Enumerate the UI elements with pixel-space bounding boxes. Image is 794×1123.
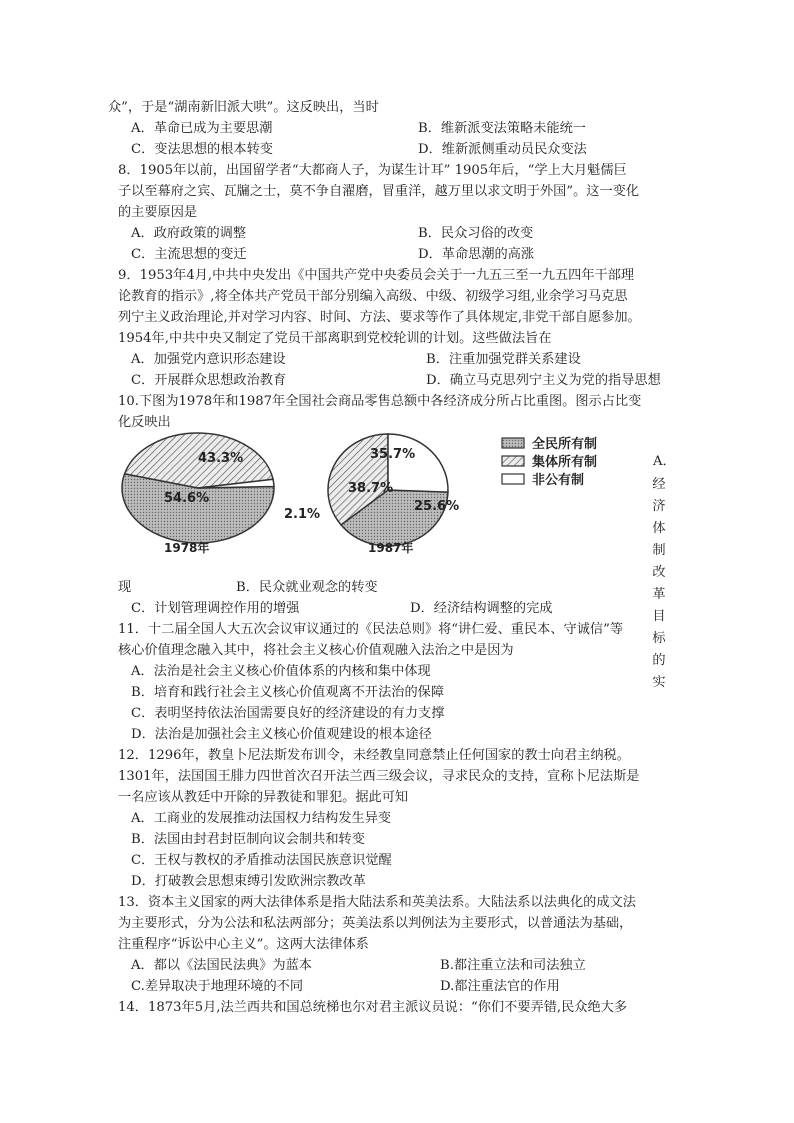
legend-swatch xyxy=(502,438,524,448)
q10-option-a-vertical-text xyxy=(648,474,670,694)
pie-year-label: 1978年 xyxy=(164,541,210,555)
q8-option-b: B．民众习俗的改变 xyxy=(418,226,534,241)
q11-option-a: A．法治是社会主义核心价值体系的内核和集中体现 xyxy=(131,664,431,679)
q10-option-a-char: 革 xyxy=(652,587,666,602)
pie-slice-label: 38.7% xyxy=(348,481,394,496)
q9-stem-3: 列宁主义政治理论,并对学习内容、时间、方法、要求等作了具体规定,非党干部自愿参加。 xyxy=(118,310,641,325)
q10-option-a-char: 制 xyxy=(652,543,666,558)
q7-option-c: C．变法思想的根本转变 xyxy=(131,142,273,157)
q10-option-a-char: 经 xyxy=(652,477,666,492)
legend-swatch xyxy=(502,474,524,484)
q10-option-a-label: A． xyxy=(653,454,676,469)
q10-stem-2: 化反映出 xyxy=(118,415,171,430)
q10-option-a-char: 目 xyxy=(652,609,666,624)
q8-stem-3: 的主要原因是 xyxy=(118,205,198,220)
legend-swatch xyxy=(502,456,524,466)
q10-option-a-char: 体 xyxy=(652,521,666,536)
q9-option-c: C．开展群众思想政治教育 xyxy=(131,373,287,388)
q11-stem-1: 11．十二届全国人大五次会议审议通过的《民法总则》将“讲仁爱、重民本、守诚信”等 xyxy=(118,622,624,637)
q12-option-b: B．法国由封君封臣制向议会制共和转变 xyxy=(131,832,365,847)
q14-stem-1: 14．1873年5月,法兰西共和国总统梯也尔对君主派议员说：“你们不要弄错,民众绝大多 xyxy=(118,1000,628,1015)
q12-stem-2: 1301年，法国国王腓力四世首次召开法兰西三级会议，寻求民众的支持，宣称卜尼法斯是 xyxy=(118,769,640,784)
q10-option-a-char: 标 xyxy=(652,631,666,646)
pie-1987 xyxy=(328,434,459,555)
pie-slice-non-public xyxy=(388,434,448,492)
pie-slice-label: 35.7% xyxy=(370,447,416,462)
q13-option-c: C.差异取决于地理环境的不同 xyxy=(131,979,304,994)
q10-stem-1: 10.下图为1978年和1987年全国社会商品零售总额中各经济成分所占比重图。图示占比变 xyxy=(118,394,642,409)
q12-option-c: C．王权与教权的矛盾推动法国民族意识觉醒 xyxy=(131,853,392,868)
q13-stem-1: 13．资本主义国家的两大法律体系是指大陆法系和英美法系。大陆法系以法典化的成文法 xyxy=(118,895,636,910)
q12-stem-3: 一名应该从教廷中开除的异教徒和罪犯。据此可知 xyxy=(118,790,409,805)
q9-option-d: D．确立马克思列宁主义为党的指导思想 xyxy=(426,373,661,388)
pie-slice-label: 54.6% xyxy=(164,491,210,506)
q7-option-b: B．维新派变法策略未能统一 xyxy=(418,121,586,136)
q11-option-d: D．法治是加强社会主义核心价值观建设的根本途径 xyxy=(131,727,432,742)
q11-stem-2: 核心价值理念融入其中，将社会主义核心价值观融入法治之中是因为 xyxy=(118,643,514,658)
pie-slice-label: 25.6% xyxy=(414,499,460,514)
q10-option-b: B．民众就业观念的转变 xyxy=(236,580,378,595)
chart-legend xyxy=(502,436,597,488)
pie-year-label: 1987年 xyxy=(368,541,414,555)
q8-option-a: A．政府政策的调整 xyxy=(131,226,247,241)
q10-option-a-char: 的 xyxy=(652,653,666,668)
q12-option-d: D．打破教会思想束缚引发欧洲宗教改革 xyxy=(131,874,366,889)
q9-option-b: B．注重加强党群关系建设 xyxy=(426,352,581,367)
q7-option-a: A．革命已成为主要思潮 xyxy=(131,121,273,136)
q10-option-c: C．计划管理调控作用的增强 xyxy=(131,601,300,616)
q13-stem-2: 为主要形式，分为公法和私法两部分；英美法系以判例法为主要形式，以普通法为基础， xyxy=(118,916,633,931)
q8-stem-2: 子以至幕府之宾、瓦牖之士，莫不争自濯磨，冒重洋，越万里以求文明于外国”。这一变化 xyxy=(118,184,640,199)
legend-label: 非公有制 xyxy=(532,473,585,488)
q10-option-a-char: 实 xyxy=(652,675,666,690)
q10-option-a-char: 济 xyxy=(652,499,666,514)
q11-option-b: B．培育和践行社会主义核心价值观离不开法治的保障 xyxy=(131,685,445,700)
q11-option-c: C．表明坚持依法治国需要良好的经济建设的有力支撑 xyxy=(131,706,445,721)
pie-chart xyxy=(118,430,648,560)
q7-option-d: D．维新派侧重动员民众变法 xyxy=(418,142,587,157)
pie-slice-label: 2.1% xyxy=(284,507,321,522)
q13-option-b: B.都注重立法和司法独立 xyxy=(440,958,586,973)
legend-label: 集体所有制 xyxy=(532,455,598,470)
q10-option-a-char: 改 xyxy=(652,565,666,580)
q13-stem-3: 注重程序“诉讼中心主义”。这两大法律体系 xyxy=(118,937,369,952)
q13-option-d: D.都注重法官的作用 xyxy=(440,979,560,994)
q8-stem-1: 8．1905年以前，出国留学者“大都商人子，为谋生计耳” 1905年后，“学上大月魁儒巨 xyxy=(118,163,627,178)
q8-option-c: C．主流思想的变迁 xyxy=(131,247,247,262)
q9-stem-1: 9．1953年4月,中共中央发出《中国共产党中央委员会关于一九五三至一九五四年干部理 xyxy=(118,268,635,283)
pie-slice-label: 43.3% xyxy=(198,451,244,466)
legend-label: 全民所有制 xyxy=(532,437,598,452)
q12-stem-1: 12．1296年，教皇卜尼法斯发布训令，未经教皇同意禁止任何国家的教士向君主纳税。 xyxy=(118,748,630,763)
q9-stem-2: 论教育的指示》,将全体共产党员干部分别编入高级、中级、初级学习组,业余学习马克思 xyxy=(118,289,628,304)
q10-option-d: D．经济结构调整的完成 xyxy=(410,601,553,616)
q13-option-a: A．都以《法国民法典》为蓝本 xyxy=(131,958,312,973)
q12-option-a: A．工商业的发展推动法国权力结构发生异变 xyxy=(131,811,392,826)
q7-stem-tail: 众”，于是“湖南新旧派大哄”。这反映出，当时 xyxy=(108,100,379,115)
q10-option-a-tail: 现 xyxy=(118,580,132,595)
q8-option-d: D．革命思潮的高涨 xyxy=(418,247,535,262)
q9-option-a: A．加强党内意识形态建设 xyxy=(131,352,286,367)
pie-1978 xyxy=(122,433,320,555)
q9-stem-4: 1954年,中共中央又制定了党员干部离职到党校轮训的计划。这些做法旨在 xyxy=(118,331,552,346)
